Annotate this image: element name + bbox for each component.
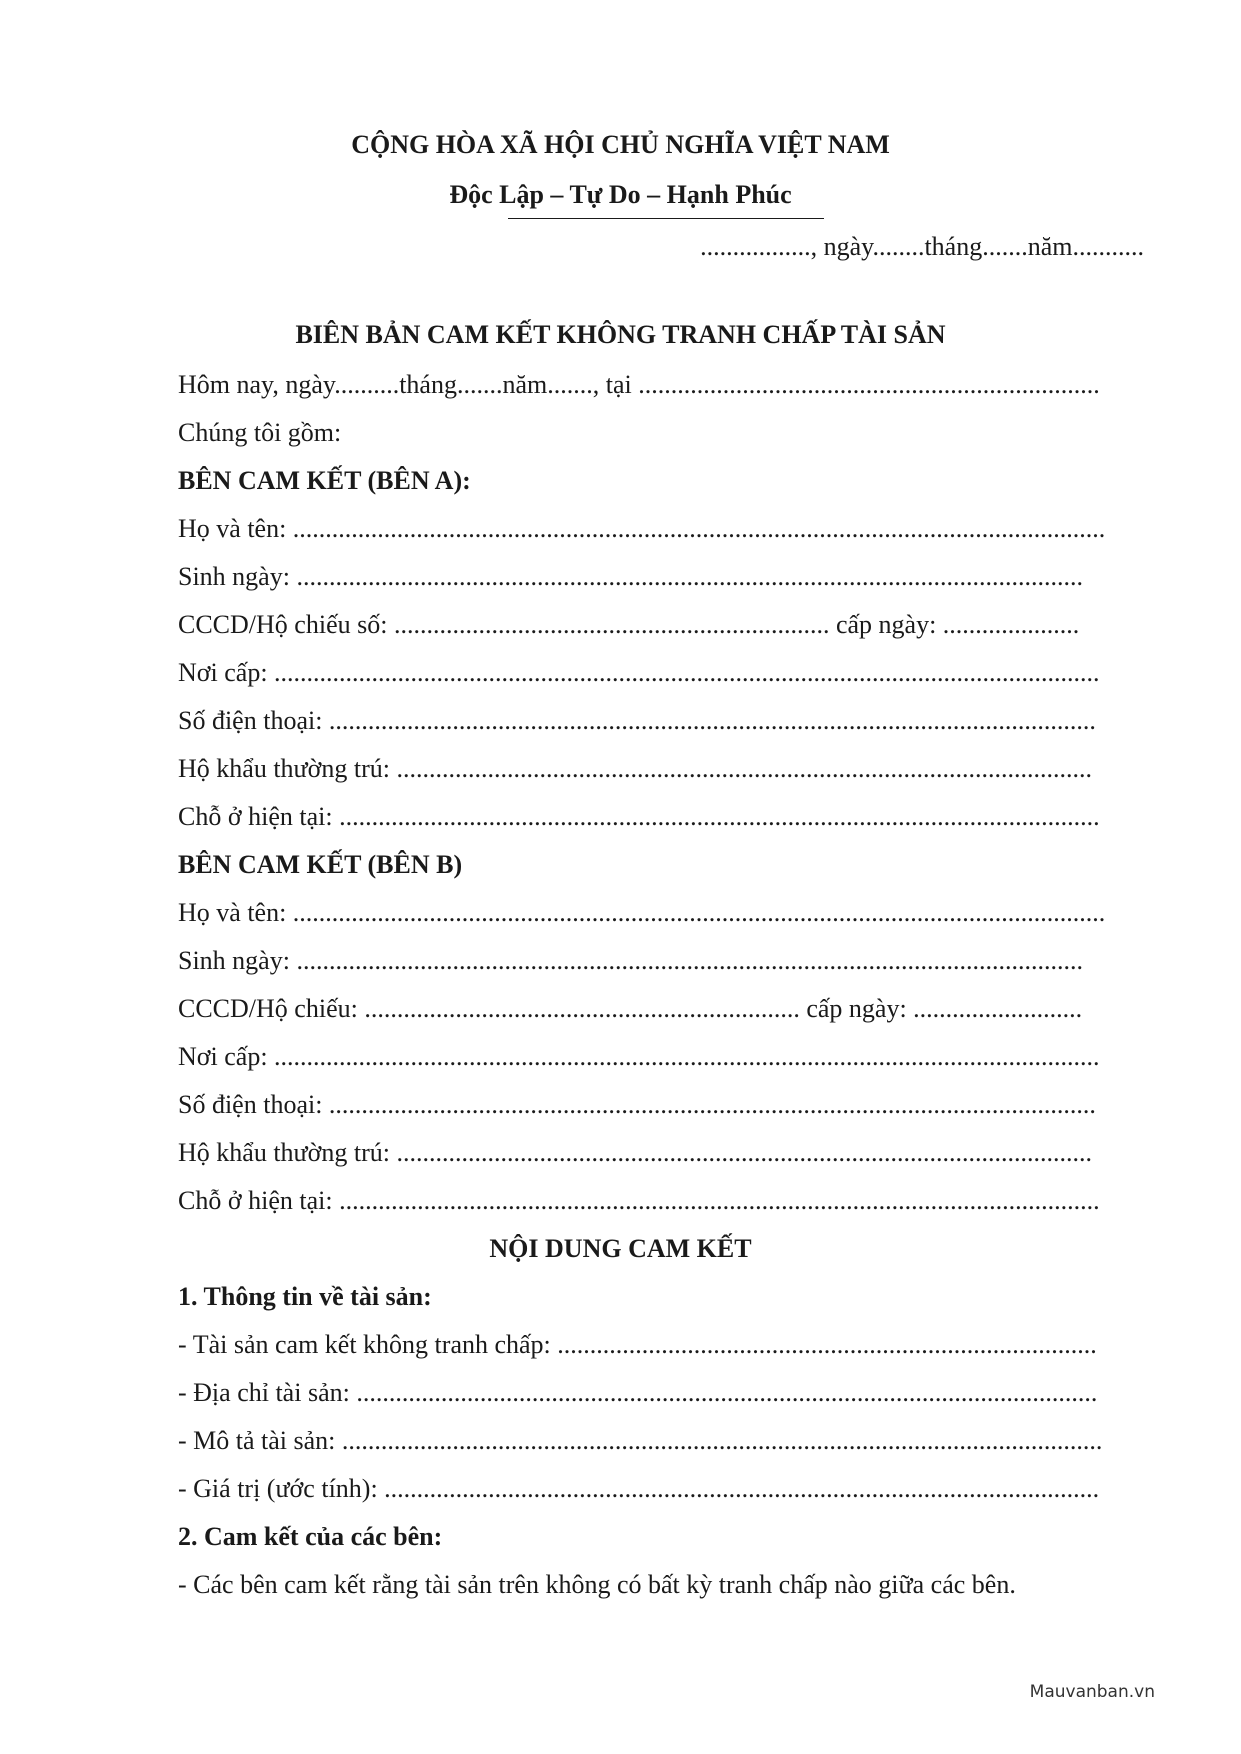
intro-today: Hôm nay, ngày..........tháng.......năm......., tại .......................................................................	[178, 370, 1100, 399]
intro-we-include: Chúng tôi gồm:	[178, 418, 342, 447]
party-b-id-number: CCCD/Hộ chiếu: ................................................................... cấp ngày: ..........................	[178, 994, 1083, 1023]
party-a-full-name: Họ và tên: .............................................................................................................................	[178, 514, 1106, 543]
asset-address: - Địa chỉ tài sản: ..................................................................................................................	[178, 1378, 1098, 1407]
motto-underline	[508, 218, 824, 219]
motto: Độc Lập – Tự Do – Hạnh Phúc	[449, 180, 792, 209]
asset-value: - Giá trị (ước tính): ..............................................................................................................	[178, 1474, 1100, 1503]
party-b-current-address: Chỗ ở hiện tại: .....................................................................................................................	[178, 1186, 1100, 1215]
party-b-issued-place: Nơi cấp: ...............................................................................................................................	[178, 1042, 1100, 1071]
date-line: ................., ngày........tháng.......năm...........	[700, 232, 1144, 261]
party-a-issued-place: Nơi cấp: ...............................................................................................................................	[178, 658, 1100, 687]
content-heading: NỘI DUNG CAM KẾT	[489, 1234, 752, 1263]
party-a-phone: Số điện thoại: ......................................................................................................................	[178, 706, 1096, 735]
section-1-title: 1. Thông tin về tài sản:	[178, 1282, 432, 1311]
party-b-phone: Số điện thoại: ......................................................................................................................	[178, 1090, 1096, 1119]
document-title: BIÊN BẢN CAM KẾT KHÔNG TRANH CHẤP TÀI SẢN	[295, 320, 946, 349]
asset-committed: - Tài sản cam kết không tranh chấp: ...................................................................................	[178, 1330, 1097, 1359]
section-2-title: 2. Cam kết của các bên:	[178, 1522, 443, 1551]
party-b-residence: Hộ khẩu thường trú: ...........................................................................................................	[178, 1138, 1092, 1167]
party-b-heading: BÊN CAM KẾT (BÊN B)	[178, 850, 463, 879]
party-a-residence: Hộ khẩu thường trú: ...........................................................................................................	[178, 754, 1092, 783]
asset-description: - Mô tả tài sản: .....................................................................................................................	[178, 1426, 1103, 1455]
commitment-1: - Các bên cam kết rằng tài sản trên không có bất kỳ tranh chấp nào giữa các bên.	[178, 1570, 1016, 1599]
party-a-birth-date: Sinh ngày: .........................................................................................................................	[178, 562, 1083, 591]
country-heading: CỘNG HÒA XÃ HỘI CHỦ NGHĨA VIỆT NAM	[351, 130, 890, 159]
party-a-current-address: Chỗ ở hiện tại: .....................................................................................................................	[178, 802, 1100, 831]
party-a-heading: BÊN CAM KẾT (BÊN A):	[178, 466, 471, 495]
brand-watermark: Mauvanban.vn	[1029, 1682, 1155, 1702]
party-b-birth-date: Sinh ngày: .........................................................................................................................	[178, 946, 1083, 975]
party-b-full-name: Họ và tên: .............................................................................................................................	[178, 898, 1106, 927]
party-a-id-number: CCCD/Hộ chiếu số: ................................................................... cấp ngày: .....................	[178, 610, 1080, 639]
